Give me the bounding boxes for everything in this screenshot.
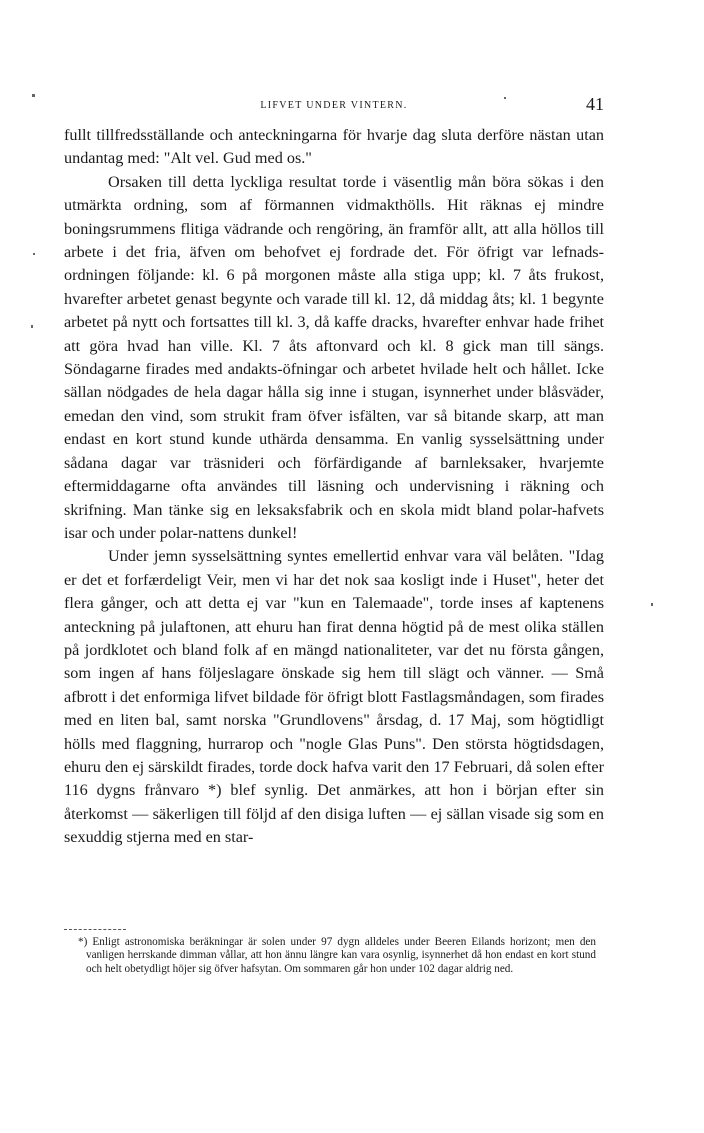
paragraph: fullt tillfredsställande och anteckningarna för hvarje dag sluta derföre nästan utan undantag med: "Alt vel. Gud med os." (64, 126, 604, 168)
print-speck (651, 603, 653, 606)
footnote-rule (64, 929, 126, 930)
running-title: LIFVET UNDER VINTERN. (260, 100, 408, 111)
page-number: 41 (586, 94, 604, 114)
footnote: *) Enligt astronomiska beräkningar är solen under 97 dygn alldeles under Beeren Eilands horizont; men den vanligen herrskande dimman vållar, att hon ännu längre kan vara osynlig, isynnerhet då hon endast en kort stund och helt obetydligt höjer sig öfver hafsytan. Om sommaren går hon under 102 dagar aldrig ned. (78, 936, 596, 975)
body-text (64, 124, 604, 850)
print-speck (33, 253, 35, 255)
paragraph: Orsaken till detta lyckliga resultat torde i väsentlig mån böra sökas i den utmärkta ordning, som af förmannen vidmakthölls. Hit räknas ej mindre boningsrummens flitiga vädrande och rengöring, än framför allt, att alla höllos till arbete i det fria, äfven om behofvet ej fordrade det. För öfrigt var lefnads-ordningen följande: kl. 6 på morgonen måste alla stiga upp; kl. 7 åts frukost, hvarefter arbetet genast begynte och varade till kl. 12, då middag åts; kl. 1 begynte arbetet på nytt och fortsattes till kl. 3, då kaffe dracks, hvarefter enhvar hade frihet att göra hvad han ville. Kl. 7 åts aftonvard och kl. 8 gick man till sängs. Söndagarne firades med andakts-öfningar och arbetet hvilade helt och hållet. Icke sällan nödgades de hela dagar hålla sig inne i stugan, isynnerhet under blåsväder, emedan den vind, som strukit fram öfver isfälten, var så bitande skarp, att man endast en kort stund kunde uthärda densamma. En vanlig sysselsättning under sådana dagar var träsnideri och förfärdigande af barnleksaker, hvarjemte eftermiddagarne ofta användes till läsning och undervisning i räkning och skrifning. Man tänke sig en leksaksfabrik och en skola midt bland polar-hafvets isar och under polar-nattens dunkel! (64, 172, 604, 542)
print-speck (32, 94, 35, 97)
running-header (64, 96, 604, 116)
print-speck (31, 325, 33, 328)
paragraph: Under jemn sysselsättning syntes emellertid enhvar vara väl belåten. "Idag er det et forfærdeligt Veir, men vi har det nok saa kosligt inde i Huset", heter det flera gånger, och att detta ej var "kun en Talemaade", torde inses af kaptenens anteckning på julaftonen, att ehuru han firat denna högtid på de mest olika ställen på jordklotet och bland folk af en mängd nationaliteter, var det nu första gången, som ingen af hans följeslagare önskade sig hem till slägt och vänner. — Små afbrott i det enformiga lifvet bildade för öfrigt blott Fastlagsmåndagen, som firades med en liten bal, samt norska "Grundlovens" årsdag, d. 17 Maj, som högtidligt hölls med flaggning, hurrarop och "nogle Glas Puns". Den största högtidsdagen, ehuru den ej särskildt firades, torde dock hafva varit den 17 Februari, då solen efter 116 dygns frånvaro *) blef synlig. Det anmärkes, att hon i början efter sin återkomst — säkerligen till följd af den disiga luften — ej sällan visade sig som en sexuddig stjerna med en star- (64, 547, 604, 847)
